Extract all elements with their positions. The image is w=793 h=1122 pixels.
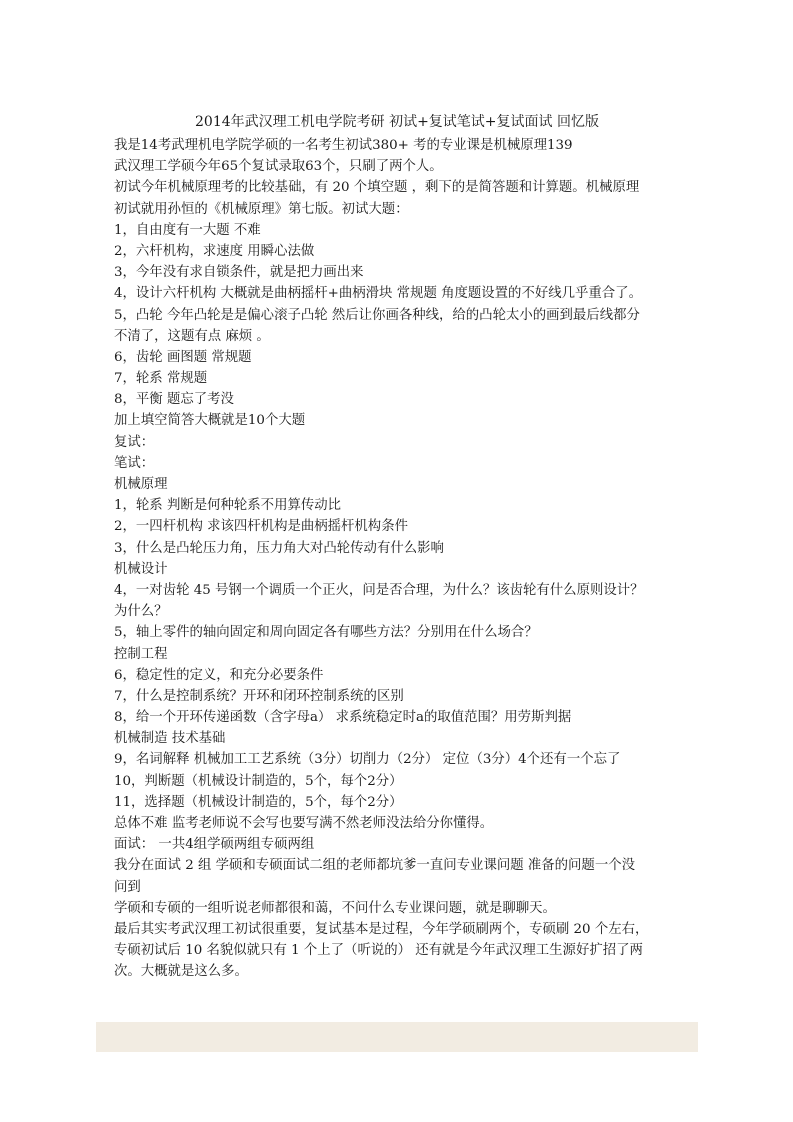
body-line: 8，给一个开环传递函数（含字母a） 求系统稳定时a的取值范围？用劳斯判据: [114, 710, 572, 726]
body-line: 11，选择题（机械设计制造的，5个，每个2分）: [114, 794, 403, 810]
body-line: 5，轴上零件的轴向固定和周向固定各有哪些方法？分别用在什么场合？: [114, 625, 538, 641]
body-line: 总体不难 监考老师说不会写也要写满不然老师没法给分你懂得。: [114, 816, 494, 831]
subject-heading: 控制工程: [114, 646, 168, 662]
document-title: 2014年武汉理工机电学院考研 初试+复试笔试+复试面试 回忆版: [195, 114, 599, 130]
body-line: 4，一对齿轮 45 号钢一个调质一个正火，问是否合理，为什么？该齿轮有什么原则设计？: [114, 582, 644, 598]
body-line: 最后其实考武汉理工初试很重要，复试基本是过程，今年学硕刷两个，专硕刷 20 个左右，: [114, 921, 649, 937]
body-line: 为什么？: [114, 604, 168, 620]
body-line: 6，齿轮 画图题 常规题: [114, 349, 252, 365]
section-heading: 复试：: [114, 434, 155, 450]
footer-bar: [96, 1022, 698, 1052]
body-line: 学硕和专硕的一组听说老师都很和蔼，不问什么专业课问题，就是聊聊天。: [114, 900, 556, 916]
body-line: 2，一四杆机构 求该四杆机构是曲柄摇杆机构条件: [114, 519, 408, 535]
subject-heading: 机械制造 技术基础: [114, 731, 226, 747]
body-line: 1，轮系 判断是何种轮系不用算传动比: [114, 498, 342, 514]
body-line: 9，名词解释 机械加工工艺系统（3分）切削力（2分） 定位（3分）4个还有一个忘了: [114, 752, 621, 768]
body-line: 面试： 一共4组学硕两组专硕两组: [114, 837, 315, 853]
body-line: 7，什么是控制系统？开环和闭环控制系统的区别: [114, 688, 404, 704]
body-line: 8，平衡 题忘了考没: [114, 392, 234, 408]
body-line: 不清了，这题有点 麻烦 。: [114, 328, 270, 344]
body-line: 初试就用孙恒的《机械原理》第七版。初试大题：: [114, 201, 409, 217]
body-line: 武汉理工学硕今年65个复试录取63个，只刷了两个人。: [114, 159, 443, 175]
body-line: 专硕初试后 10 名貌似就只有 1 个上了（听说的） 还有就是今年武汉理工生源好扩招了两: [114, 943, 643, 959]
body-line: 2，六杆机构，求速度 用瞬心法做: [114, 243, 315, 259]
document-body: [114, 135, 680, 983]
body-line: 加上填空简答大概就是10个大题: [114, 413, 306, 429]
body-line: 1，自由度有一大题 不难: [114, 222, 261, 238]
body-line: 3，什么是凸轮压力角，压力角大对凸轮传动有什么影响: [114, 540, 444, 556]
body-line: 3，今年没有求自锁条件，就是把力画出来: [114, 265, 364, 281]
section-heading: 笔试：: [114, 455, 155, 471]
body-line: 我分在面试 2 组 学硕和专硕面试二组的老师都坑爹一直问专业课问题 准备的问题一个没: [114, 858, 635, 874]
body-line: 5，凸轮 今年凸轮是是偏心滚子凸轮 然后让你画各种线，给的凸轮太小的画到最后线都分: [114, 307, 640, 323]
body-line: 7，轮系 常规题: [114, 371, 208, 387]
body-line: 我是14考武理机电学院学硕的一名考生初试380+ 考的专业课是机械原理139: [114, 138, 573, 153]
body-line: 次。大概就是这么多。: [114, 964, 248, 980]
body-line: 4，设计六杆机构 大概就是曲柄摇杆+曲柄滑块 常规题 角度题设置的不好线几乎重合了。: [114, 286, 642, 302]
body-line: 问到: [114, 879, 141, 895]
body-line: 10，判断题（机械设计制造的，5个，每个2分）: [114, 773, 403, 789]
subject-heading: 机械设计: [114, 561, 168, 577]
subject-heading: 机械原理: [114, 477, 168, 492]
body-line: 初试今年机械原理考的比较基础，有 20 个填空题 ，剩下的是简答题和计算题。机械原理: [114, 180, 640, 196]
body-line: 6，稳定性的定义，和充分必要条件: [114, 667, 324, 683]
